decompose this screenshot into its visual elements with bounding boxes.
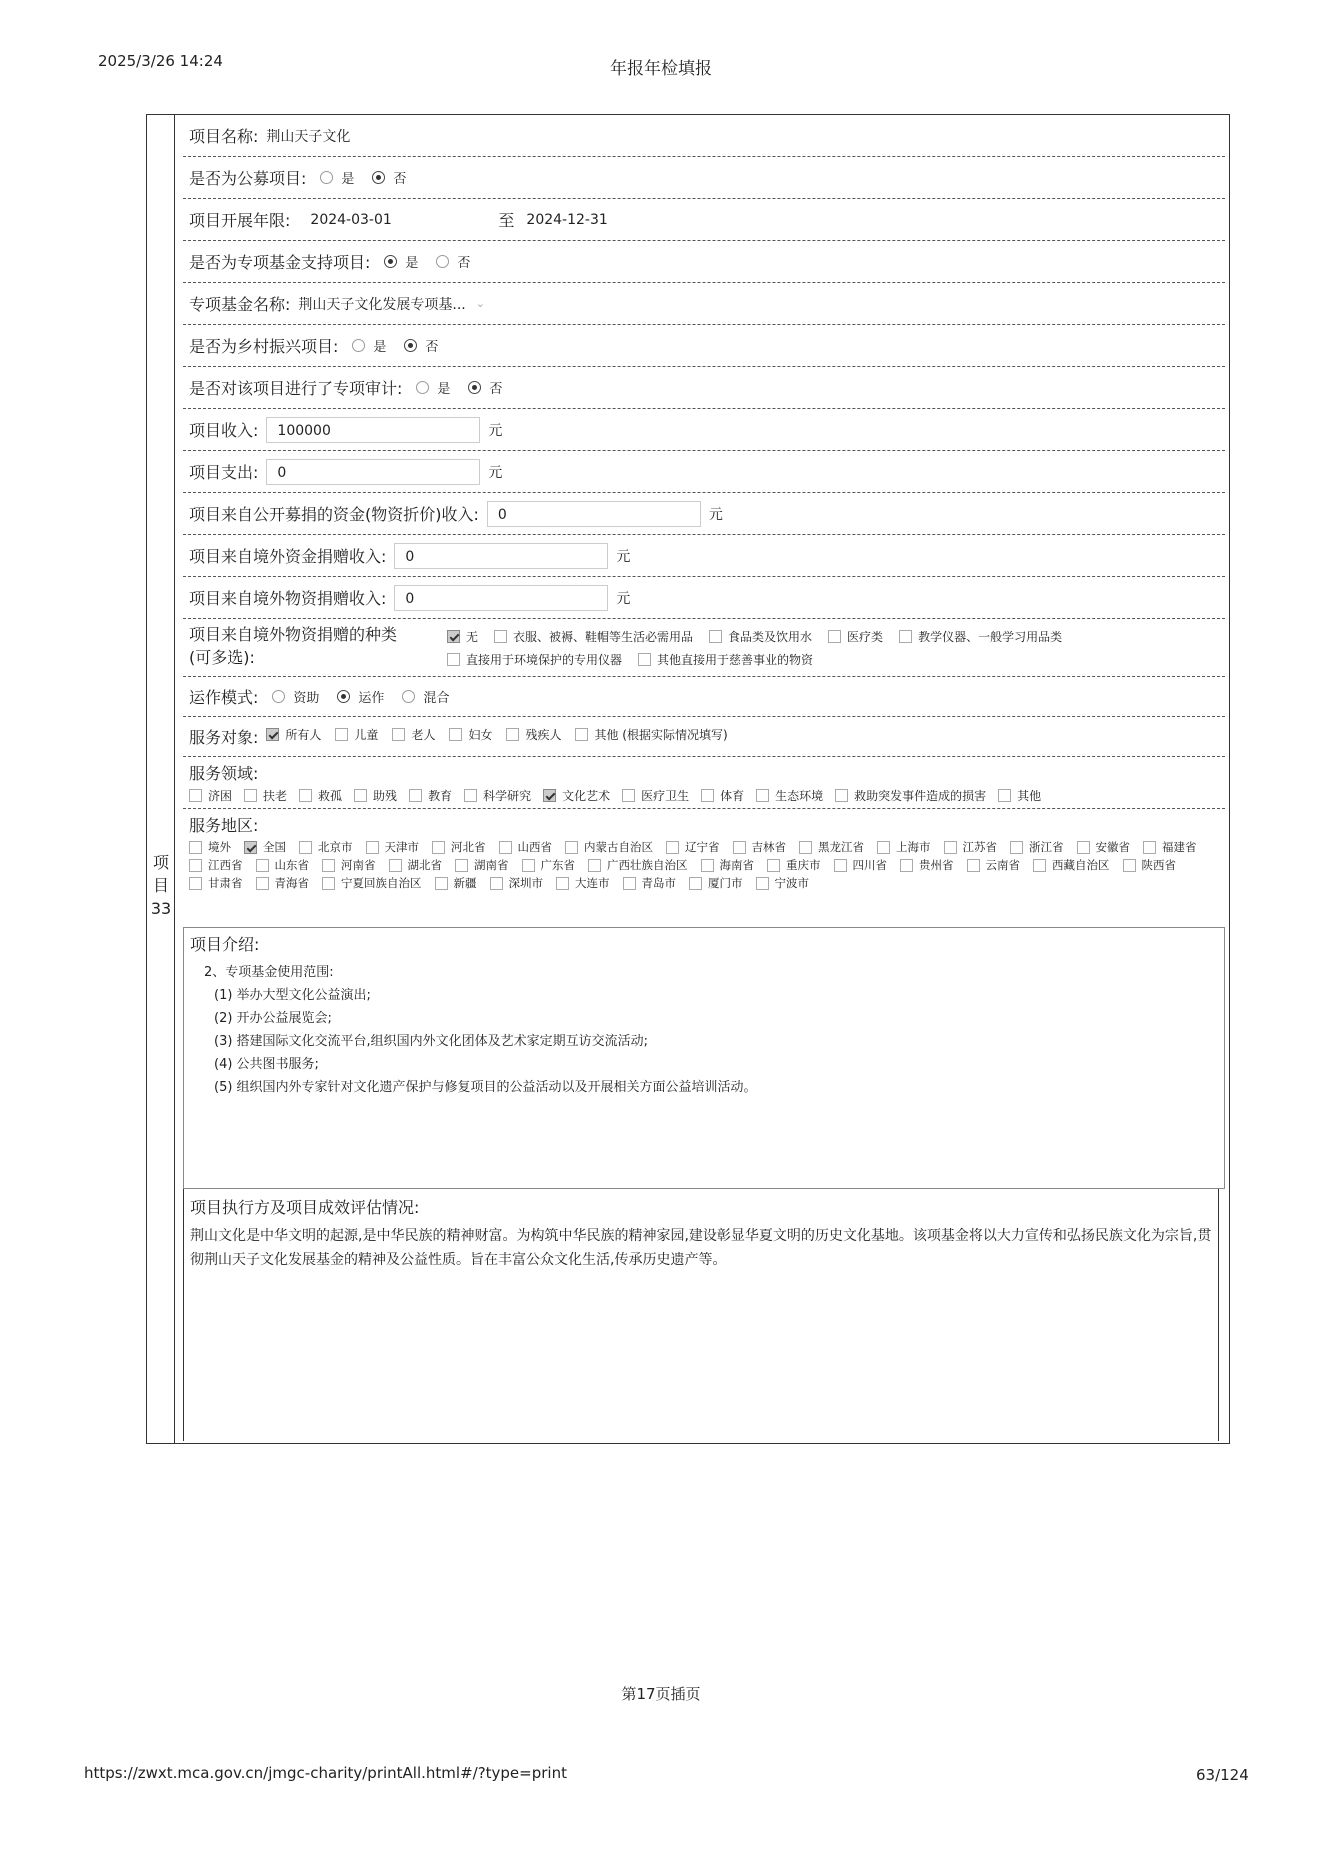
intro-line: 2、专项基金使用范围:: [204, 965, 334, 980]
option-label: 厦门市: [708, 876, 743, 890]
expense-input[interactable]: 0: [266, 459, 480, 485]
checkbox[interactable]: [967, 859, 980, 872]
checkbox[interactable]: [447, 653, 460, 666]
execution-text: 荆山文化是中华文明的起源,是中华民族的精神财富。为构筑中华民族的精神家园,建设彰显华夏文明的历史文化基地。该项基金将以大力宣传和弘扬民族文化为宗旨,贯彻荆山天子文化发展基金的精神及公益性质。旨在丰富公众文化生活,传承历史遗产等。: [190, 1228, 1212, 1268]
row-fields: [183, 757, 1225, 809]
field-label: 项目来自公开募捐的资金(物资折价)收入:: [189, 505, 479, 524]
option-label: 云南省: [985, 858, 1020, 872]
row-period: [183, 199, 1225, 241]
option-label: 江西省: [208, 858, 243, 872]
intro-line: (2) 开办公益展览会;: [214, 1011, 332, 1026]
field-label: 是否为专项基金支持项目:: [189, 253, 371, 272]
option-label: 否: [457, 256, 471, 271]
region-option[interactable]: [834, 857, 888, 873]
option-label: 生态环境: [775, 789, 824, 803]
checkbox[interactable]: [256, 877, 269, 890]
checkbox[interactable]: [756, 877, 769, 890]
row-expense: [183, 451, 1225, 493]
region-option[interactable]: [767, 857, 821, 873]
field-label: 服务对象:: [189, 728, 259, 747]
region-option[interactable]: [900, 857, 954, 873]
execution-label: 项目执行方及项目成效评估情况:: [190, 1198, 420, 1217]
checkbox[interactable]: [299, 841, 312, 854]
region-option[interactable]: [1033, 857, 1110, 873]
region-option[interactable]: [522, 857, 576, 873]
option-label: 医疗卫生: [641, 789, 690, 803]
option-label: 江苏省: [962, 840, 997, 854]
option-label: 河南省: [341, 858, 376, 872]
checkbox[interactable]: [189, 789, 202, 802]
checkbox[interactable]: [666, 841, 679, 854]
field-option[interactable]: [189, 787, 232, 804]
option-label: 济困: [208, 789, 233, 803]
checkbox[interactable]: [266, 728, 279, 741]
goods-type-option[interactable]: [494, 626, 693, 647]
checkbox[interactable]: [490, 877, 503, 890]
mode-fund-radio[interactable]: [272, 690, 285, 703]
option-label: 浙江省: [1029, 840, 1064, 854]
execution-section: [183, 1189, 1219, 1441]
checkbox[interactable]: [189, 877, 202, 890]
checkbox[interactable]: [499, 841, 512, 854]
row-rural: [183, 325, 1225, 367]
project-name-value: 荆山天子文化: [266, 128, 351, 145]
checkbox[interactable]: [622, 789, 635, 802]
page-title: 年报年检填报: [610, 59, 712, 79]
project-form: [146, 114, 1230, 1444]
region-option[interactable]: [1123, 857, 1177, 873]
target-option[interactable]: [449, 726, 492, 743]
checkbox[interactable]: [494, 630, 507, 643]
option-label: 否: [393, 172, 407, 187]
field-label: 项目来自境外资金捐赠收入:: [189, 547, 387, 566]
field-label: 专项基金名称:: [189, 295, 291, 314]
checkbox[interactable]: [900, 859, 913, 872]
region-option[interactable]: [189, 875, 243, 891]
option-label: 黑龙江省: [818, 840, 864, 854]
option-label: 否: [489, 382, 503, 397]
option-label: 陕西省: [1141, 858, 1176, 872]
checkbox[interactable]: [733, 841, 746, 854]
option-label: 是: [341, 172, 355, 187]
intro-line: (1) 举办大型文化公益演出;: [214, 988, 371, 1003]
region-option[interactable]: [244, 839, 286, 855]
project-index-label: [147, 851, 175, 920]
checkbox[interactable]: [392, 728, 405, 741]
region-option[interactable]: [256, 875, 310, 891]
checkbox[interactable]: [944, 841, 957, 854]
field-label: 项目来自境外物资捐赠的种类: [189, 625, 398, 644]
row-foreign-goods: [183, 577, 1225, 619]
target-option[interactable]: [392, 726, 435, 743]
chevron-down-icon[interactable]: ⌄: [475, 297, 485, 310]
unit-label: 元: [488, 464, 503, 481]
checkbox[interactable]: [455, 859, 468, 872]
mode-operate-radio[interactable]: [337, 690, 350, 703]
checkbox[interactable]: [701, 859, 714, 872]
row-mode: [183, 677, 1225, 717]
checkbox[interactable]: [299, 789, 312, 802]
region-option[interactable]: [499, 839, 553, 855]
option-label: 福建省: [1162, 840, 1197, 854]
option-label: 青岛市: [641, 876, 676, 890]
option-label: 广西壮族自治区: [607, 858, 688, 872]
checkbox[interactable]: [701, 789, 714, 802]
option-label: 宁夏回族自治区: [341, 876, 422, 890]
region-option[interactable]: [556, 875, 610, 891]
option-label: 救孤: [318, 789, 343, 803]
checkbox[interactable]: [449, 728, 462, 741]
option-label: 其他直接用于慈善事业的物资: [657, 653, 814, 667]
option-label: 教育: [428, 789, 453, 803]
option-label: 海南省: [719, 858, 754, 872]
public-income-input[interactable]: 0: [487, 501, 701, 527]
region-option[interactable]: [967, 857, 1021, 873]
checkbox[interactable]: [464, 789, 477, 802]
goods-type-option[interactable]: [828, 626, 883, 647]
option-label: 扶老: [263, 789, 288, 803]
rural-no-radio[interactable]: [404, 339, 417, 352]
checkbox[interactable]: [767, 859, 780, 872]
option-label: 资助: [293, 691, 320, 706]
foreign-fund-input[interactable]: 0: [394, 543, 608, 569]
option-label: 所有人: [285, 728, 322, 742]
region-option[interactable]: [1077, 839, 1131, 855]
option-label: 儿童: [354, 728, 379, 742]
option-label: 湖北省: [407, 858, 442, 872]
region-option[interactable]: [689, 875, 743, 891]
foreign-goods-input[interactable]: 0: [394, 585, 608, 611]
intro-label: 项目介绍:: [190, 935, 260, 954]
region-option[interactable]: [701, 857, 755, 873]
regions-options: [189, 839, 1219, 893]
checkbox[interactable]: [1123, 859, 1136, 872]
row-goods-type: [183, 619, 1225, 677]
field-option[interactable]: [998, 787, 1041, 804]
option-label: 青海省: [274, 876, 309, 890]
intro-line: (5) 组织国内外专家针对文化遗产保护与修复项目的公益活动以及开展相关方面公益培训活动。: [214, 1080, 757, 1095]
field-label: 项目支出:: [189, 463, 259, 482]
audit-yes-radio[interactable]: [416, 381, 429, 394]
row-targets: [183, 717, 1225, 757]
public-raising-no-radio[interactable]: [372, 171, 385, 184]
project-index-char: 项: [152, 853, 169, 872]
region-option[interactable]: [588, 857, 688, 873]
region-option[interactable]: [799, 839, 864, 855]
region-option[interactable]: [432, 839, 486, 855]
checkbox[interactable]: [588, 859, 601, 872]
region-option[interactable]: [455, 857, 509, 873]
option-label: 北京市: [318, 840, 353, 854]
checkbox[interactable]: [1077, 841, 1090, 854]
target-option[interactable]: [506, 726, 561, 743]
row-foreign-fund: [183, 535, 1225, 577]
checkbox[interactable]: [556, 877, 569, 890]
print-url: https://zwxt.mca.gov.cn/jmgc-charity/printAll.html#/?type=print: [84, 1764, 567, 1782]
fields-options: [189, 787, 1219, 808]
option-label: 其他: [1017, 789, 1042, 803]
row-project-name: [183, 115, 1225, 157]
option-label: 天津市: [384, 840, 419, 854]
page-count: 63/124: [1196, 1766, 1249, 1784]
checkbox[interactable]: [998, 789, 1011, 802]
option-label: 是: [373, 340, 387, 355]
option-label: 山西省: [517, 840, 552, 854]
option-label: 医疗类: [847, 630, 884, 644]
checkbox[interactable]: [354, 789, 367, 802]
option-label: 教学仪器、一般学习用品类: [918, 630, 1063, 644]
period-start-input[interactable]: 2024-03-01: [310, 211, 392, 228]
option-label: 食品类及饮用水: [728, 630, 813, 644]
rural-yes-radio[interactable]: [352, 339, 365, 352]
field-label: 是否对该项目进行了专项审计:: [189, 379, 403, 398]
option-label: 科学研究: [483, 789, 532, 803]
region-option[interactable]: [256, 857, 310, 873]
field-label: 是否为公募项目:: [189, 169, 307, 188]
fund-name-select[interactable]: 荆山天子文化发展专项基...: [298, 296, 466, 313]
period-end-input[interactable]: 2024-12-31: [526, 211, 608, 228]
checkbox[interactable]: [244, 841, 257, 854]
option-label: 其他 (根据实际情况填写): [594, 728, 728, 742]
field-label: 是否为乡村振兴项目:: [189, 337, 339, 356]
checkbox[interactable]: [322, 859, 335, 872]
project-intro: [183, 927, 1225, 1189]
checkbox[interactable]: [189, 841, 202, 854]
region-option[interactable]: [366, 839, 420, 855]
row-income: [183, 409, 1225, 451]
field-option[interactable]: [464, 787, 531, 804]
option-label: 是: [405, 256, 419, 271]
option-label: 吉林省: [751, 840, 786, 854]
target-option[interactable]: [575, 726, 727, 743]
region-option[interactable]: [435, 875, 477, 891]
public-raising-yes-radio[interactable]: [320, 171, 333, 184]
region-option[interactable]: [322, 875, 422, 891]
option-label: 助残: [373, 789, 398, 803]
option-label: 湖南省: [474, 858, 509, 872]
checkbox[interactable]: [828, 630, 841, 643]
option-label: 残疾人: [525, 728, 562, 742]
intro-lines: [190, 961, 1218, 1099]
field-option[interactable]: [622, 787, 689, 804]
option-label: 直接用于环境保护的专用仪器: [466, 653, 623, 667]
row-regions: [183, 809, 1225, 927]
checkbox[interactable]: [409, 789, 422, 802]
target-option[interactable]: [335, 726, 378, 743]
unit-label: 元: [488, 422, 503, 439]
option-label: 贵州省: [919, 858, 954, 872]
region-option[interactable]: [1143, 839, 1197, 855]
option-label: 文化艺术: [562, 789, 611, 803]
field-label: 项目开展年限:: [189, 211, 291, 230]
region-option[interactable]: [565, 839, 653, 855]
option-label: 深圳市: [508, 876, 543, 890]
print-date: 2025/3/26 14:24: [98, 52, 223, 70]
region-option[interactable]: [877, 839, 931, 855]
period-to-label: 至: [498, 211, 515, 230]
option-label: 安徽省: [1095, 840, 1130, 854]
option-label: 无: [466, 630, 479, 644]
checkbox[interactable]: [709, 630, 722, 643]
option-label: 妇女: [468, 728, 493, 742]
option-label: 体育: [720, 789, 745, 803]
option-label: 山东省: [274, 858, 309, 872]
field-label: 项目名称:: [189, 127, 259, 146]
checkbox[interactable]: [335, 728, 348, 741]
option-label: 否: [425, 340, 439, 355]
intro-line: (3) 搭建国际文化交流平台,组织国内外文化团体及艺术家定期互访交流活动;: [214, 1034, 649, 1049]
option-label: 全国: [263, 840, 286, 854]
checkbox[interactable]: [899, 630, 912, 643]
field-label: 运作模式:: [189, 688, 259, 707]
project-index-char: 目: [152, 876, 169, 895]
checkbox[interactable]: [435, 877, 448, 890]
goods-type-option[interactable]: [447, 649, 622, 670]
region-option[interactable]: [666, 839, 720, 855]
field-option[interactable]: [354, 787, 397, 804]
insert-page-label: 第17页插页: [621, 1685, 701, 1703]
unit-label: 元: [616, 590, 631, 607]
region-option[interactable]: [189, 857, 243, 873]
goods-type-options: [447, 626, 1219, 672]
option-label: 救助突发事件造成的损害: [854, 789, 987, 803]
region-option[interactable]: [756, 875, 810, 891]
field-option[interactable]: [701, 787, 744, 804]
region-option[interactable]: [944, 839, 998, 855]
field-option[interactable]: [835, 787, 986, 804]
option-label: 四川省: [852, 858, 887, 872]
checkbox[interactable]: [835, 789, 848, 802]
checkbox[interactable]: [543, 789, 556, 802]
audit-no-radio[interactable]: [468, 381, 481, 394]
checkbox[interactable]: [322, 877, 335, 890]
option-label: 西藏自治区: [1052, 858, 1110, 872]
checkbox[interactable]: [244, 789, 257, 802]
checkbox[interactable]: [756, 789, 769, 802]
row-public-income: [183, 493, 1225, 535]
option-label: 衣服、被褥、鞋帽等生活必需用品: [513, 630, 694, 644]
field-label: (可多选):: [189, 648, 255, 667]
field-option[interactable]: [756, 787, 823, 804]
checkbox[interactable]: [799, 841, 812, 854]
option-label: 内蒙古自治区: [584, 840, 653, 854]
option-label: 甘肃省: [208, 876, 243, 890]
region-option[interactable]: [389, 857, 443, 873]
goods-type-option[interactable]: [638, 649, 813, 670]
region-option[interactable]: [733, 839, 787, 855]
checkbox[interactable]: [638, 653, 651, 666]
region-option[interactable]: [299, 839, 353, 855]
income-input[interactable]: 100000: [266, 417, 480, 443]
option-label: 老人: [411, 728, 436, 742]
option-label: 混合: [423, 691, 450, 706]
region-option[interactable]: [1010, 839, 1064, 855]
special-fund-no-radio[interactable]: [436, 255, 449, 268]
checkbox[interactable]: [1010, 841, 1023, 854]
checkbox[interactable]: [623, 877, 636, 890]
option-label: 辽宁省: [685, 840, 720, 854]
checkbox[interactable]: [877, 841, 890, 854]
intro-line: (4) 公共图书服务;: [214, 1057, 319, 1072]
region-option[interactable]: [322, 857, 376, 873]
option-label: 新疆: [453, 876, 477, 890]
goods-type-option[interactable]: [709, 626, 812, 647]
project-index-column: [147, 115, 175, 1443]
field-option[interactable]: [299, 787, 342, 804]
checkbox[interactable]: [834, 859, 847, 872]
special-fund-yes-radio[interactable]: [384, 255, 397, 268]
option-label: 重庆市: [786, 858, 821, 872]
field-label: 项目来自境外物资捐赠收入:: [189, 589, 387, 608]
checkbox[interactable]: [189, 859, 202, 872]
row-public-raising: [183, 157, 1225, 199]
project-index-char: 33: [150, 899, 172, 918]
row-fund-name: [183, 283, 1225, 325]
region-option[interactable]: [623, 875, 677, 891]
field-option[interactable]: [543, 787, 610, 804]
unit-label: 元: [708, 506, 723, 523]
option-label: 宁波市: [774, 876, 809, 890]
checkbox[interactable]: [689, 877, 702, 890]
checkbox[interactable]: [565, 841, 578, 854]
checkbox[interactable]: [256, 859, 269, 872]
row-audit: [183, 367, 1225, 409]
checkbox[interactable]: [366, 841, 379, 854]
option-label: 河北省: [451, 840, 486, 854]
option-label: 大连市: [575, 876, 610, 890]
checkbox[interactable]: [447, 630, 460, 643]
row-special-fund: [183, 241, 1225, 283]
field-label: 项目收入:: [189, 421, 259, 440]
checkbox[interactable]: [432, 841, 445, 854]
field-option[interactable]: [244, 787, 287, 804]
checkbox[interactable]: [575, 728, 588, 741]
goods-type-option[interactable]: [899, 626, 1062, 647]
checkbox[interactable]: [389, 859, 402, 872]
option-label: 是: [437, 382, 451, 397]
field-option[interactable]: [409, 787, 452, 804]
unit-label: 元: [616, 548, 631, 565]
target-option[interactable]: [266, 726, 321, 743]
field-label: 服务领域:: [189, 764, 259, 783]
region-option[interactable]: [189, 839, 231, 855]
option-label: 广东省: [540, 858, 575, 872]
mode-mixed-radio[interactable]: [402, 690, 415, 703]
field-label: 服务地区:: [189, 816, 259, 835]
checkbox[interactable]: [506, 728, 519, 741]
option-label: 运作: [358, 691, 385, 706]
option-label: 境外: [208, 840, 231, 854]
checkbox[interactable]: [1143, 841, 1156, 854]
goods-type-option[interactable]: [447, 626, 478, 647]
option-label: 上海市: [896, 840, 931, 854]
targets-options: [266, 726, 741, 747]
checkbox[interactable]: [522, 859, 535, 872]
checkbox[interactable]: [1033, 859, 1046, 872]
region-option[interactable]: [490, 875, 544, 891]
